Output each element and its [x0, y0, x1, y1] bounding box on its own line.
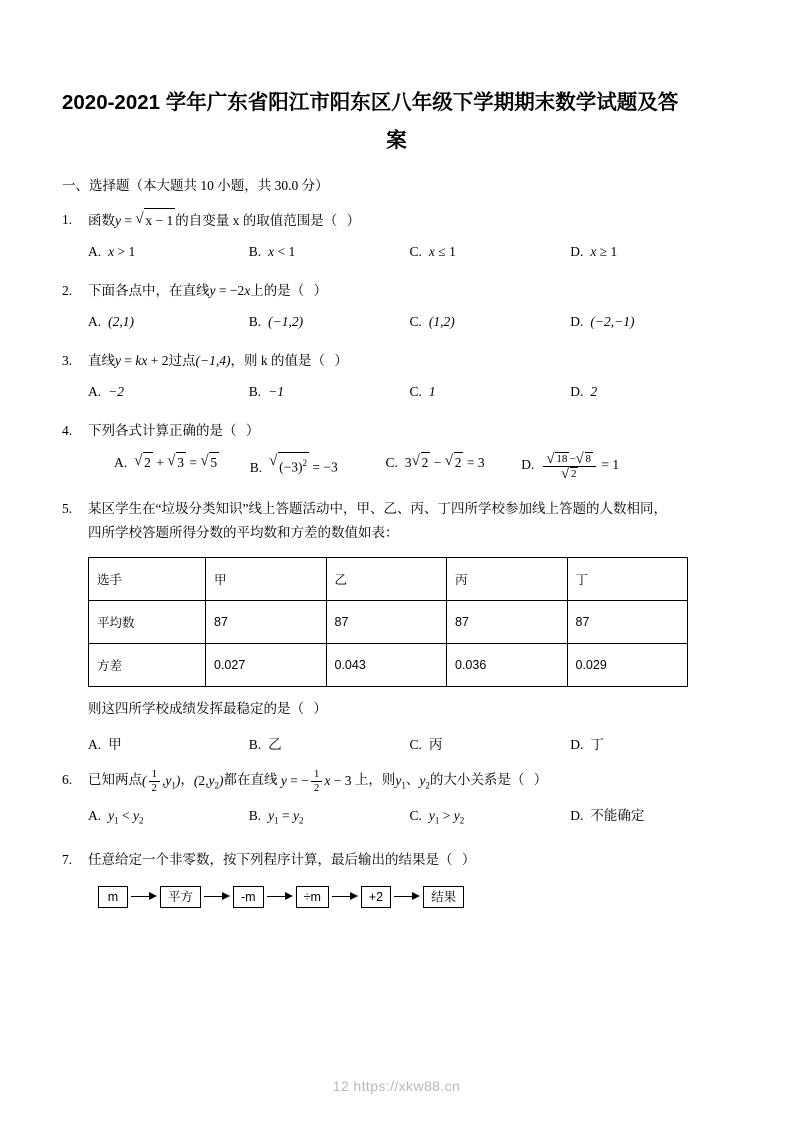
question-stem	[88, 349, 731, 373]
question-number: 3.	[62, 353, 73, 368]
table-cell: 0.043	[326, 644, 447, 687]
option-a[interactable]	[88, 382, 249, 402]
option-d[interactable]	[570, 382, 731, 402]
option-c-value: 1	[428, 384, 436, 399]
option-c[interactable]	[410, 806, 571, 831]
table-cell: 丙	[447, 558, 568, 601]
option-b[interactable]	[249, 382, 410, 402]
option-b-value: x < 1	[268, 244, 296, 259]
table-row	[89, 558, 688, 601]
option-label: D.	[570, 314, 584, 329]
table-cell: 87	[567, 601, 688, 644]
option-label: B.	[248, 808, 262, 824]
stem-text-suffix-3: 的大小关系是	[429, 772, 511, 788]
stem-text-mid-2: 都在直线	[223, 772, 278, 788]
option-a[interactable]	[114, 452, 250, 480]
option-label: B.	[248, 737, 262, 753]
question-4-options	[114, 452, 731, 480]
option-label: C.	[385, 455, 398, 470]
option-label: A.	[88, 244, 102, 259]
option-label: A.	[88, 314, 102, 329]
option-b-value: √ $(-3)^2 = -3$	[269, 452, 338, 478]
page-title	[62, 84, 731, 160]
option-a-value: −2	[108, 384, 124, 399]
table-cell: 选手	[89, 558, 206, 601]
option-label: C.	[409, 737, 422, 753]
question-5-options	[88, 735, 731, 755]
option-c[interactable]	[410, 242, 571, 262]
option-a-value: x > 1	[108, 244, 136, 259]
y2-label: $y_2$	[419, 772, 430, 791]
option-a-value: $y_1 < y_2$	[108, 808, 144, 826]
question-5	[62, 497, 731, 545]
question-stem	[88, 768, 731, 797]
question-4	[62, 419, 731, 443]
option-d[interactable]	[570, 312, 731, 332]
table-cell: 甲	[206, 558, 327, 601]
question-number: 4.	[62, 423, 73, 438]
option-label: A.	[114, 455, 128, 470]
option-b[interactable]	[249, 312, 410, 332]
answer-paren: （ ）	[439, 851, 479, 867]
option-d-value: 2	[590, 384, 598, 399]
table-cell: 方差	[89, 644, 206, 687]
arrow-right-icon	[202, 892, 232, 902]
stem-text-suffix: 的自变量 x 的取值范围是	[175, 213, 324, 228]
option-a[interactable]	[88, 806, 249, 831]
option-c-value: 丙	[428, 737, 443, 753]
answer-paren: （ ）	[290, 283, 331, 298]
question-number: 5.	[62, 501, 73, 517]
stem-text-suffix: 上，则	[354, 772, 396, 788]
arrow-right-icon	[265, 892, 295, 902]
watermark: 12 https://xkw88.cn	[332, 1078, 461, 1094]
stem-text-prefix: 任意给定一个非零数，按下列程序计算，最后输出的结果是	[88, 851, 439, 867]
option-d[interactable]	[570, 735, 731, 755]
table-cell: 乙	[326, 558, 447, 601]
option-b-value: $y_1 = y_2$	[268, 808, 304, 826]
option-label: A.	[88, 737, 102, 753]
option-label: C.	[409, 384, 422, 399]
option-label: C.	[409, 244, 422, 259]
option-c-value: 3 √ 2 − √ 2 = 3	[405, 452, 485, 473]
option-a-value: √ 2 + √ 3 = √ 5	[134, 452, 219, 473]
point-value: (−1,4)	[195, 353, 231, 368]
question-stem-line-1: 某区学生在“垃圾分类知识”线上答题活动中，甲、乙、丙、丁四所学校参加线上答题的人数相同，	[88, 501, 667, 517]
table-cell: 平均数	[89, 601, 206, 644]
stem-text-prefix: 下面各点中，在直线	[88, 283, 210, 298]
table-cell: 87	[447, 601, 568, 644]
option-b[interactable]	[250, 452, 386, 480]
table-cell: 丁	[567, 558, 688, 601]
arrow-right-icon	[129, 892, 159, 902]
stem-text-suffix: ，则 k 的值是	[230, 353, 312, 368]
option-a[interactable]	[88, 242, 249, 262]
formula-y-equals-kx-plus-2: y = kx + 2	[115, 353, 169, 368]
table-cell: 87	[326, 601, 447, 644]
stem-text-prefix: 已知两点	[88, 772, 142, 788]
question-3	[62, 349, 731, 373]
y1-y2-label: $y_1$	[395, 772, 406, 791]
flow-box-input: m	[98, 886, 128, 908]
flow-box-divide-m: ÷m	[296, 886, 329, 908]
option-label: B.	[248, 314, 262, 329]
option-label: B.	[249, 459, 263, 475]
point-1-value: ( $\frac{1}{2}$ $,y_1$)	[142, 768, 181, 794]
option-d[interactable]	[521, 452, 657, 480]
option-b-value: −1	[268, 384, 285, 399]
option-d-value: (−2,−1)	[590, 314, 635, 329]
stem-text-prefix: 直线	[88, 353, 115, 368]
question-number: 6.	[62, 772, 73, 788]
answer-paren: （ ）	[223, 423, 263, 438]
stem-text-suffix: 上的是	[250, 283, 291, 298]
table-row	[89, 644, 688, 687]
option-d-value: 不能确定	[590, 808, 645, 824]
question-1	[62, 208, 731, 233]
answer-paren: （ ）	[311, 353, 351, 368]
option-c-value: (1,2)	[428, 314, 455, 329]
after-table-text: 则这四所学校成绩发挥最稳定的是	[88, 701, 291, 717]
answer-paren: （ ）	[290, 701, 330, 717]
option-c[interactable]	[410, 382, 571, 402]
option-label: A.	[88, 384, 102, 399]
question-6-options	[88, 806, 731, 831]
question-6	[62, 768, 731, 797]
arrow-right-icon	[392, 892, 422, 902]
option-a[interactable]	[88, 312, 249, 332]
formula-y-equals-minus-2x: y = −2x	[209, 283, 251, 298]
option-b[interactable]	[249, 242, 410, 262]
page-title-line-2: 案	[386, 129, 407, 152]
option-c[interactable]	[385, 452, 521, 480]
option-a-value: 甲	[108, 737, 122, 753]
option-label: B.	[248, 384, 262, 399]
option-b[interactable]	[249, 735, 410, 755]
option-d-value: √ 18 − √ 8 √ 2 = 1	[541, 452, 619, 480]
table-cell: 0.029	[567, 644, 688, 687]
option-a[interactable]	[88, 735, 249, 755]
point-2-value: $(2,y_2)$	[193, 772, 224, 791]
option-label: D.	[570, 737, 584, 753]
option-label: A.	[88, 808, 102, 824]
table-cell: 0.036	[447, 644, 568, 687]
flow-box-square: 平方	[160, 886, 201, 908]
stem-text-suffix-2: 、	[405, 772, 420, 788]
question-stem-line-2: 四所学校答题所得分数的平均数和方差的数值如表：	[88, 525, 399, 541]
page-title-line-1: 2020-2021 学年广东省阳江市阳东区八年级下学期期末数学试题及答	[62, 91, 679, 114]
option-label: D.	[570, 808, 584, 824]
question-number: 2.	[62, 283, 73, 298]
table-cell: 87	[206, 601, 327, 644]
option-c-value: x ≤ 1	[428, 244, 456, 259]
question-7	[62, 848, 731, 872]
option-c-value: $y_1 > y_2$	[428, 808, 465, 826]
option-b-value: (−1,2)	[268, 314, 304, 329]
stem-text-prefix: 函数	[88, 213, 115, 228]
question-number: 1.	[62, 212, 73, 227]
option-c[interactable]	[410, 312, 571, 332]
flow-box-minus-m: -m	[233, 886, 264, 908]
option-label: D.	[521, 457, 535, 473]
option-label: B.	[248, 244, 262, 259]
flow-box-result: 结果	[423, 886, 464, 908]
option-d[interactable]	[570, 242, 731, 262]
option-b-value: 乙	[268, 737, 282, 753]
arrow-right-icon	[330, 892, 360, 902]
question-number: 7.	[62, 851, 73, 867]
option-label: D.	[570, 384, 584, 399]
question-5-after-table	[88, 697, 731, 721]
question-stem	[88, 848, 731, 872]
question-1-options	[88, 242, 731, 262]
stem-text-prefix: 下列各式计算正确的是	[88, 423, 223, 438]
option-c[interactable]	[410, 735, 571, 755]
answer-paren: （ ）	[510, 772, 551, 788]
section-heading: 一、选择题（本大题共 10 小题，共 30.0 分）	[62, 178, 329, 193]
statistics-table	[88, 557, 688, 687]
table-cell: 0.027	[206, 644, 327, 687]
question-stem	[88, 279, 731, 303]
flow-box-plus-2: +2	[361, 886, 391, 908]
stem-text-mid: 过点	[168, 353, 196, 368]
option-b[interactable]	[249, 806, 410, 831]
question-2	[62, 279, 731, 303]
flow-chart	[98, 886, 731, 908]
option-d-value: x ≥ 1	[590, 244, 618, 259]
question-2-options	[88, 312, 731, 332]
option-label: D.	[570, 244, 584, 259]
question-stem	[88, 208, 731, 233]
option-label: C.	[409, 314, 422, 329]
option-d-value: 丁	[590, 737, 604, 753]
option-a-value: (2,1)	[108, 314, 134, 329]
formula-line-equation: y = − $\frac{1}{2}$ x − 3	[277, 768, 352, 794]
option-d[interactable]	[570, 806, 731, 831]
option-label: C.	[409, 808, 422, 824]
question-3-options	[88, 382, 731, 402]
formula-y-sqrt-x-minus-1: y = √ x − 1	[115, 213, 175, 228]
question-stem	[88, 419, 731, 443]
table-row	[89, 601, 688, 644]
stem-text-mid: ，	[180, 772, 194, 788]
answer-paren: （ ）	[323, 213, 364, 228]
